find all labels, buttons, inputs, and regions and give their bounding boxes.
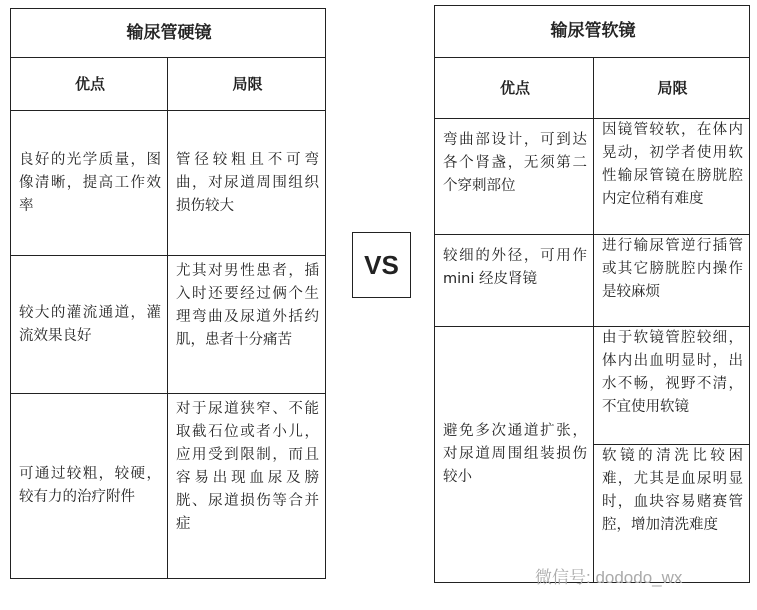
header-pros: 优点 bbox=[10, 57, 168, 111]
pro-cell: 较细的外径，可用作 mini 经皮肾镜 bbox=[434, 234, 594, 327]
pro-cell: 避免多次通道扩张，对尿道周围组装损伤较小 bbox=[434, 326, 594, 583]
pro-cell: 弯曲部设计，可到达各个肾盏，无须第二个穿刺部位 bbox=[434, 118, 594, 235]
con-cell: 进行输尿管逆行插管或其它膀胱腔内操作是较麻烦 bbox=[593, 234, 750, 327]
con-cell: 软镜的清洗比较困难，尤其是血尿明显时，血块容易赌赛管腔，增加清洗难度 bbox=[593, 444, 750, 583]
header-cons: 局限 bbox=[593, 57, 750, 119]
watermark: 微信号: dododo_wx bbox=[535, 568, 683, 587]
con-cell: 由于软镜管腔较细，体内出血明显时，出水不畅，视野不清，不宜使用软镜 bbox=[593, 326, 750, 445]
vs-label: VS bbox=[352, 232, 411, 298]
pro-cell: 较大的灌流通道，灌流效果良好 bbox=[10, 255, 168, 394]
con-cell: 尤其对男性患者，插入时还要经过俩个生理弯曲及尿道外括约肌，患者十分痛苦 bbox=[167, 255, 326, 394]
header-pros: 优点 bbox=[434, 57, 594, 119]
con-cell: 管径较粗且不可弯曲，对尿道周围组织损伤较大 bbox=[167, 110, 326, 256]
header-cons: 局限 bbox=[167, 57, 326, 111]
con-cell: 对于尿道狭窄、不能取截石位或者小儿，应用受到限制，而且容易出现血尿及膀胱、尿道损伤等合并症 bbox=[167, 393, 326, 579]
pro-cell: 良好的光学质量，图像清晰，提高工作效率 bbox=[10, 110, 168, 256]
con-cell: 因镜管较软，在体内晃动，初学者使用软性输尿管镜在膀胱腔内定位稍有难度 bbox=[593, 118, 750, 235]
table-title: 输尿管软镜 bbox=[434, 5, 750, 58]
table-title: 输尿管硬镜 bbox=[10, 8, 326, 58]
pro-cell: 可通过较粗，较硬，较有力的治疗附件 bbox=[10, 393, 168, 579]
